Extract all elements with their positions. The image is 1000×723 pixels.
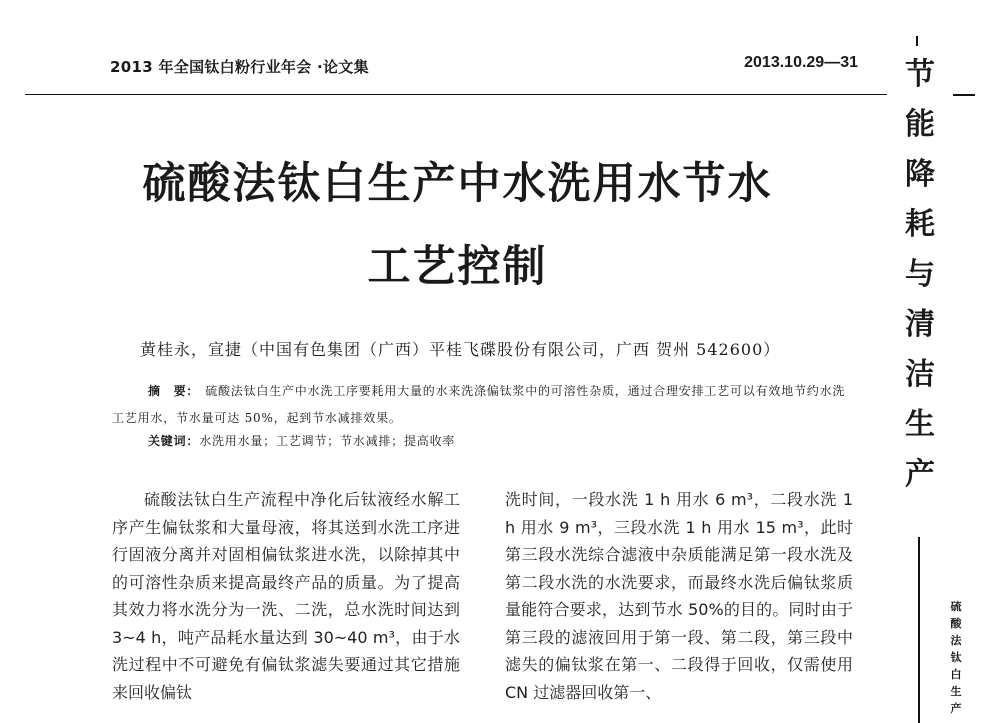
sidebar-small-char: 酸: [950, 617, 962, 630]
sidebar-char: 降: [905, 157, 935, 192]
sidebar-char: 洁: [905, 357, 935, 392]
header-date: 2013.10.29—31: [744, 54, 858, 71]
body-paragraph: 洗时间，一段水洗 1 h 用水 6 m³，二段水洗 1 h 用水 9 m³，三段水洗 1 h 用水 15 m³，此时第三段水洗综合滤液中杂质能满足第一段水洗及第二段水洗的水洗要求，而最终水洗后偏钛浆质量能符合要求，达到节水 50%的目的。同时由于第三段的滤液回用于第一段、第二段，第三段中滤失的偏钛浆在第一、二段得于回收，仅需使用 CN 过滤器回收第一、: [505, 490, 853, 702]
sidebar-vertical-rule: [918, 537, 920, 723]
sidebar-section-title: [898, 57, 942, 510]
body-paragraph: 硫酸法钛白生产流程中净化后钛液经水解工序产生偏钛浆和大量母液，将其送到水洗工序进行固液分离并对固相偏钛浆进水洗，以除掉其中的可溶性杂质来提高最终产品的质量。为了提高其效力将水洗分为一洗、二洗，总水洗时间达到 3~4 h，吨产品耗水量达到 30~40 m³，由于水洗过程中不可避免有偏钛浆滤失要通过其它措施来回收偏钛: [112, 490, 460, 702]
body-column-right: [505, 486, 853, 706]
header-divider: [25, 94, 887, 95]
sidebar-char: 节: [905, 57, 935, 92]
abstract: [112, 378, 847, 432]
sidebar-small-char: 钛: [950, 651, 962, 664]
keywords: [148, 432, 455, 449]
sidebar-small-char: 白: [950, 668, 962, 681]
body-column-left: [112, 486, 460, 706]
sidebar-top-tick: [916, 36, 918, 46]
keywords-text: 水洗用水量；工艺调节；节水减排；提高收率: [199, 434, 456, 448]
sidebar-char: 与: [905, 257, 935, 292]
sidebar-small-char: 法: [950, 634, 962, 647]
sidebar-char: 能: [905, 107, 935, 142]
sidebar-dash: [953, 94, 975, 96]
sidebar-char: 清: [905, 307, 935, 342]
header-proceedings-title: 2013 年全国钛白粉行业年会 ·论文集: [110, 58, 369, 76]
keywords-label: 关键词：: [148, 434, 200, 448]
authors-affiliation: 黄桂永，宣捷（中国有色集团（广西）平桂飞碟股份有限公司，广西 贺州 542600）: [140, 340, 781, 359]
paper-title-line-1: 硫酸法钛白生产中水洗用水节水: [142, 159, 773, 209]
sidebar-running-title: [946, 600, 966, 719]
sidebar-small-char: 硫: [950, 600, 962, 613]
sidebar-char: 产: [905, 457, 935, 492]
sidebar-small-char: 生: [950, 685, 962, 698]
sidebar-char: 生: [905, 407, 935, 442]
sidebar-small-char: 产: [950, 702, 962, 715]
abstract-text: 硫酸法钛白生产中水洗工序要耗用大量的水来洗涤偏钛浆中的可溶性杂质，通过合理安排工艺可以有效地节约水洗工艺用水，节水量可达 50%，起到节水减排效果。: [112, 384, 846, 425]
abstract-label: 摘 要：: [148, 384, 200, 398]
sidebar-char: 耗: [905, 207, 935, 242]
paper-title-line-2: 工艺控制: [367, 242, 548, 292]
